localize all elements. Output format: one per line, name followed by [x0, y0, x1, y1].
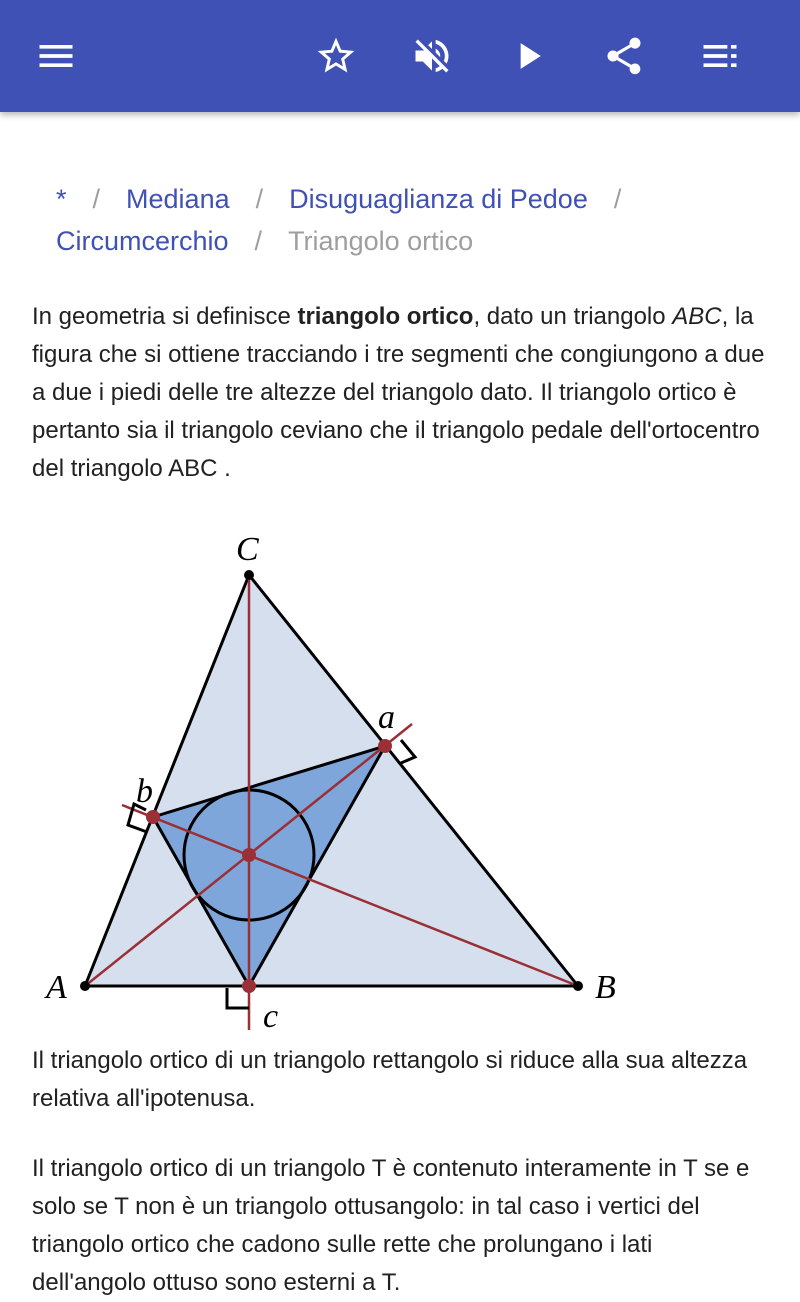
breadcrumb-item-mediana[interactable]: Mediana	[126, 184, 230, 214]
label-vertex-c: C	[236, 531, 259, 568]
foot-c-point	[242, 979, 256, 993]
vertex-c-point	[244, 570, 254, 580]
share-icon	[602, 34, 646, 78]
right-angle-marker-a	[400, 740, 415, 765]
intro-text-rest: , la figura che si ottiene tracciando i tre segmenti che congiungono a due a due i piedi delle tre altezze del triangolo dato. Il triangolo ortico è pertanto sia il triangolo ceviano che il triangolo pedale dell'ortocentro del triangolo ABC .	[32, 303, 765, 482]
label-foot-c: c	[263, 998, 279, 1035]
vertex-a-point	[80, 981, 90, 991]
breadcrumb-item-home[interactable]: *	[56, 184, 67, 214]
intro-text-start: In geometria si definisce	[32, 303, 298, 330]
share-button[interactable]	[592, 24, 656, 88]
app-bar	[0, 0, 800, 112]
orthic-triangle-figure	[40, 522, 640, 1042]
paragraph-obtuse-triangle: Il triangolo ortico di un triangolo T è contenuto interamente in T se e solo se T non è un triangolo ottusangolo: in tal caso i vertici del triangolo ortico che cadono sulle rette che prolungano i lati dell'angolo ottuso sono esterni a T.	[32, 1155, 750, 1296]
volume-off-icon	[410, 34, 454, 78]
breadcrumb-separator: /	[255, 184, 264, 214]
label-vertex-b: B	[595, 969, 616, 1006]
vertex-b-point	[573, 981, 583, 991]
label-vertex-a: A	[46, 969, 67, 1006]
breadcrumb-separator: /	[254, 226, 263, 256]
paragraph-intro	[32, 298, 772, 488]
label-foot-b: b	[136, 773, 153, 810]
breadcrumb	[56, 178, 756, 262]
play-button[interactable]	[496, 24, 560, 88]
paragraph-right-triangle: Il triangolo ortico di un triangolo rettangolo si riduce alla sua altezza relativa all'ipotenusa.	[32, 1047, 748, 1112]
article-content	[0, 112, 800, 1296]
play-icon	[506, 34, 550, 78]
mute-button[interactable]	[400, 24, 464, 88]
foot-b-point	[146, 810, 160, 824]
breadcrumb-separator: /	[92, 184, 101, 214]
orthocenter-point	[242, 848, 256, 862]
table-of-contents-button[interactable]	[688, 24, 752, 88]
favorite-button[interactable]	[304, 24, 368, 88]
menu-icon	[34, 34, 78, 78]
label-foot-a: a	[378, 699, 395, 736]
breadcrumb-separator: /	[613, 184, 622, 214]
breadcrumb-current: Triangolo ortico	[288, 226, 474, 256]
breadcrumb-item-circumcerchio[interactable]: Circumcerchio	[56, 226, 229, 256]
breadcrumb-item-pedoe[interactable]: Disuguaglianza di Pedoe	[289, 184, 588, 214]
playlist-icon	[698, 34, 742, 78]
foot-a-point	[378, 739, 392, 753]
menu-button[interactable]	[24, 24, 88, 88]
intro-term-bold: triangolo ortico	[297, 303, 474, 330]
star-outline-icon	[314, 34, 358, 78]
intro-triangle-name: ABC	[672, 303, 722, 330]
intro-text-mid: , dato un triangolo	[473, 303, 673, 330]
